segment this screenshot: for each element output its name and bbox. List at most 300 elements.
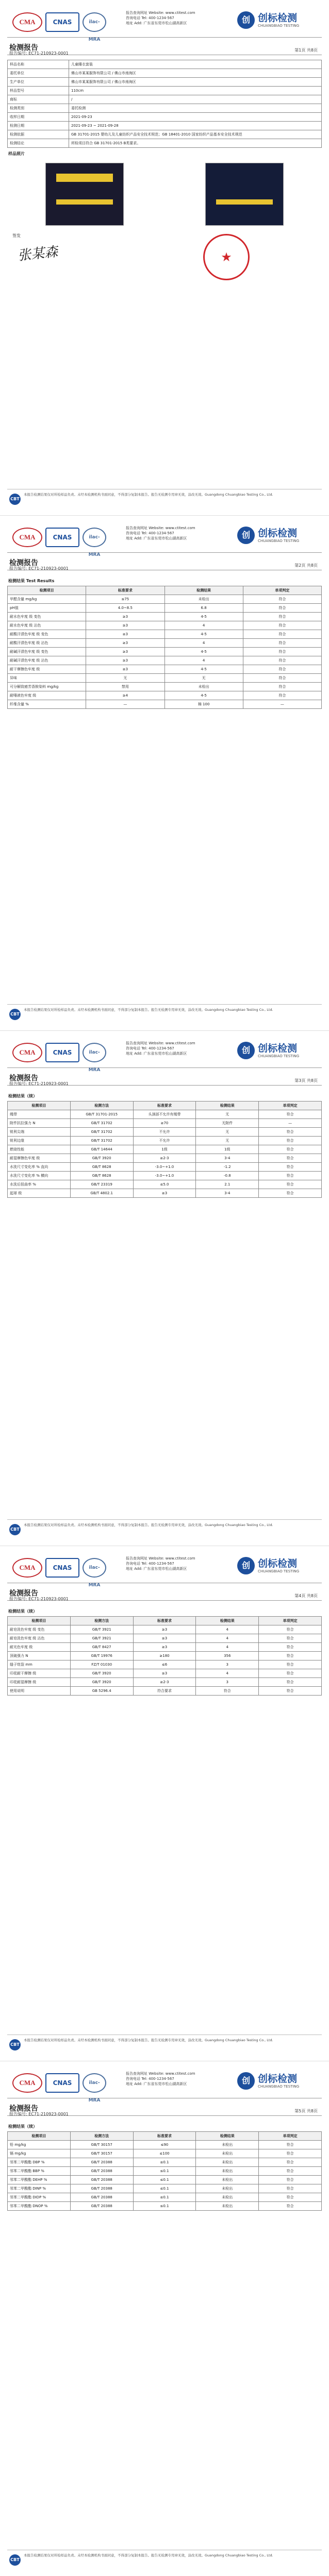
table-cell: 4.0~8.5: [86, 604, 164, 613]
table-cell: 未检出: [196, 2141, 259, 2149]
cnas-logo-icon: CNAS: [45, 1558, 79, 1578]
table-cell: 符合: [243, 621, 321, 630]
table-cell: 符合: [243, 604, 321, 613]
table-cell: ≥3: [133, 1643, 196, 1652]
cma-logo-icon: CMA: [12, 12, 42, 32]
header-contact-info: [126, 526, 229, 541]
results-column-header: 检测项目: [8, 2132, 71, 2141]
info-label: 检测类别: [8, 104, 69, 113]
brand-logo-icon: 创: [237, 1042, 255, 1059]
ilac-logo-icon: ilac-MRA: [83, 12, 106, 32]
report-number-label: 报告编号:: [9, 51, 27, 56]
table-cell: —: [259, 1119, 322, 1128]
table-row: [8, 1643, 322, 1652]
report-number: [9, 2111, 69, 2117]
table-row: [8, 613, 322, 621]
ilac-logo-icon: ilac-MRA: [83, 2073, 106, 2093]
ilac-logo-icon: ilac-MRA: [83, 1043, 106, 1062]
table-cell: 耐干摩擦色牢度 级: [8, 665, 86, 674]
report-page: [0, 1030, 329, 1546]
table-cell: GB/T 8628: [70, 1172, 133, 1180]
table-cell: 未检出: [196, 2167, 259, 2176]
table-cell: 6.8: [164, 604, 243, 613]
report-footer: [7, 1004, 322, 1025]
header-contact-line: 地址 Add: 广东省东莞市松山湖高新区: [126, 21, 187, 25]
table-row: [8, 1128, 322, 1137]
page-divider: [0, 1030, 329, 1031]
header-contact-line: 地址 Add: 广东省东莞市松山湖高新区: [126, 1567, 187, 1571]
table-cell: GB/T 3920: [70, 1678, 133, 1687]
table-row: [8, 1634, 322, 1643]
table-cell: 头颈部不允许有绳带: [133, 1110, 196, 1119]
results-section-title: 检测结果 Test Results: [8, 579, 55, 583]
table-cell: GB/T 8427: [70, 1643, 133, 1652]
table-cell: 4: [196, 1669, 259, 1678]
table-cell: 符合: [259, 2141, 322, 2149]
report-page: [0, 2061, 329, 2576]
table-row: [8, 683, 322, 691]
results-column-header: 单项判定: [243, 586, 321, 595]
table-cell: 符合: [243, 613, 321, 621]
table-row: [8, 87, 322, 95]
results-table: [7, 1101, 322, 1198]
report-page: [0, 0, 329, 515]
cnas-logo-icon: CNAS: [45, 12, 79, 32]
table-cell: 4-5: [164, 648, 243, 656]
table-cell: 无: [164, 674, 243, 683]
info-label: 收样日期: [8, 113, 69, 122]
results-section-title: 检测结果（续）: [8, 2124, 37, 2129]
table-row: [8, 2193, 322, 2202]
results-header-row: [8, 1617, 322, 1625]
table-cell: 符合: [243, 665, 321, 674]
table-cell: GB/T 31702: [70, 1128, 133, 1137]
report-header: [7, 1036, 322, 1073]
table-cell: 未检出: [164, 683, 243, 691]
header-contact-line: 报告查询网址 Website: www.ctitest.com: [126, 2072, 195, 2076]
table-cell: 符合: [259, 1172, 322, 1180]
table-cell: 使用说明: [8, 1687, 71, 1696]
info-label: 委托单位: [8, 69, 69, 78]
sample-photo-top: [45, 163, 124, 226]
table-cell: 4-5: [164, 691, 243, 700]
info-value: 委托检测: [69, 104, 322, 113]
report-number-label: 报告编号:: [9, 1597, 27, 1601]
header-contact-line: 咨询电话 Tel: 400-1234-567: [126, 531, 174, 535]
table-row: [8, 113, 322, 122]
table-cell: ≤0.1: [133, 2202, 196, 2211]
header-contact-line: 地址 Add: 广东省东莞市松山湖高新区: [126, 1052, 187, 1056]
table-cell: 符合: [259, 1154, 322, 1163]
table-cell: GB/T 30157: [70, 2149, 133, 2158]
table-cell: 耐碱汗渍色牢度 级 变色: [8, 648, 86, 656]
table-cell: 甲醛含量 mg/kg: [8, 595, 86, 604]
table-cell: 符合: [259, 1625, 322, 1634]
table-cell: ≤90: [133, 2141, 196, 2149]
results-column-header: 检测结果: [164, 586, 243, 595]
table-cell: 符合: [259, 2158, 322, 2167]
table-row: [8, 2184, 322, 2193]
table-cell: ≥3: [86, 665, 164, 674]
table-row: [8, 139, 322, 148]
table-cell: GB/T 31701-2015: [70, 1110, 133, 1119]
table-cell: 符合: [259, 1652, 322, 1660]
results-header-row: [8, 586, 322, 595]
report-number: [9, 50, 69, 56]
results-column-header: 检测项目: [8, 586, 86, 595]
report-number-value: EC71-210923-0001: [28, 1081, 69, 1086]
table-cell: ≤0.1: [133, 2193, 196, 2202]
cma-logo-icon: CMA: [12, 1558, 42, 1578]
header-contact-line: 咨询电话 Tel: 400-1234-567: [126, 1562, 174, 1566]
header-contact-info: [126, 1041, 229, 1056]
table-cell: 符合: [259, 2193, 322, 2202]
table-cell: 耐皂洗色牢度 级 沾色: [8, 1634, 71, 1643]
table-cell: 符合: [243, 595, 321, 604]
table-cell: ≥3: [86, 621, 164, 630]
info-value: 儿童睡衣套装: [69, 60, 322, 69]
table-cell: 符合: [259, 1660, 322, 1669]
table-cell: GB/T 3920: [70, 1669, 133, 1678]
table-cell: 4: [196, 1634, 259, 1643]
report-title: 检测报告: [9, 1074, 38, 1082]
table-cell: 符合: [259, 1110, 322, 1119]
table-cell: 异味: [8, 674, 86, 683]
report-title: 检测报告: [9, 1589, 38, 1598]
table-row: [8, 691, 322, 700]
footer-disclaimer: 本报告检测结果仅对所检样品负责。未经本检测机构书面同意，不得部分复制本报告。报告无检测专用章无效，涂改无效。Guangdong Chuangbiao Testing Co., Ltd.: [24, 2038, 273, 2042]
table-cell: 水洗后扭曲率 %: [8, 1180, 71, 1189]
header-contact-line: 咨询电话 Tel: 400-1234-567: [126, 1046, 174, 1050]
table-cell: 符合: [259, 2202, 322, 2211]
table-cell: 356: [196, 1652, 259, 1660]
cma-logo-icon: CMA: [12, 1043, 42, 1062]
table-cell: 符合: [243, 691, 321, 700]
table-row: [8, 665, 322, 674]
table-cell: ≥3: [86, 648, 164, 656]
seal-star-icon: ★: [221, 250, 232, 264]
table-row: [8, 1189, 322, 1198]
report-title: 检测报告: [9, 559, 38, 567]
results-column-header: 检测方法: [70, 2132, 133, 2141]
results-table: [7, 1616, 322, 1696]
table-cell: 4: [196, 1643, 259, 1652]
results-section-title: 检测结果（续）: [8, 1094, 37, 1098]
table-cell: 耐唾液色牢度 级: [8, 691, 86, 700]
table-cell: 邻苯二甲酸酯 DIDP %: [8, 2193, 71, 2202]
report-number: [9, 1081, 69, 1087]
table-cell: ≤5.0: [133, 1180, 196, 1189]
report-number-value: EC71-210923-0001: [28, 566, 69, 571]
ilac-logo-icon: ilac-MRA: [83, 528, 106, 547]
report-number: [9, 1596, 69, 1602]
footer-logo-icon: CBT: [9, 494, 21, 505]
report-title: 检测报告: [9, 44, 38, 52]
table-row: [8, 1137, 322, 1145]
table-cell: 顶破强力 N: [8, 1652, 71, 1660]
table-cell: ≥3: [86, 613, 164, 621]
table-cell: 绳带: [8, 1110, 71, 1119]
header-contact-line: 咨询电话 Tel: 400-1234-567: [126, 2077, 174, 2081]
report-title: 检测报告: [9, 2105, 38, 2113]
brand-logo-icon: 创: [237, 2072, 255, 2090]
table-row: [8, 621, 322, 630]
brand-name: 创标检测: [258, 2073, 298, 2084]
table-cell: 未检出: [164, 595, 243, 604]
table-cell: ≥4: [86, 691, 164, 700]
table-row: [8, 78, 322, 87]
table-cell: 印花耐干摩擦 级: [8, 1669, 71, 1678]
info-label: 样品型号: [8, 87, 69, 95]
report-number: [9, 566, 69, 571]
table-cell: 4: [164, 621, 243, 630]
table-cell: GB/T 20388: [70, 2202, 133, 2211]
table-cell: ≥3: [133, 1669, 196, 1678]
table-cell: GB/T 14644: [70, 1145, 133, 1154]
results-column-header: 检测项目: [8, 1617, 71, 1625]
table-cell: GB/T 19976: [70, 1652, 133, 1660]
table-cell: 1级: [196, 1145, 259, 1154]
table-cell: 无: [196, 1110, 259, 1119]
header-contact-info: [126, 2071, 229, 2087]
table-cell: 符合: [259, 2167, 322, 2176]
signature-label: 签发: [12, 233, 21, 238]
table-cell: ≥3: [133, 1189, 196, 1198]
table-cell: 邻苯二甲酸酯 DBP %: [8, 2158, 71, 2167]
table-cell: 符合: [259, 2176, 322, 2184]
cnas-logo-icon: CNAS: [45, 528, 79, 547]
table-row: [8, 1660, 322, 1669]
table-cell: 符合: [259, 1163, 322, 1172]
table-row: [8, 648, 322, 656]
table-cell: 可分解致癌芳香胺染料 mg/kg: [8, 683, 86, 691]
table-cell: 符合: [243, 639, 321, 648]
table-cell: ≥70: [133, 1119, 196, 1128]
report-footer: [7, 2550, 322, 2571]
page-number: 第4页 共8页: [294, 1594, 318, 1598]
report-header: [7, 5, 322, 42]
table-row: [8, 2202, 322, 2211]
info-label: 生产单位: [8, 78, 69, 87]
table-cell: 符合: [259, 2184, 322, 2193]
report-title-bar: [7, 41, 322, 55]
info-label: 样品名称: [8, 60, 69, 69]
brand-name: 创标检测: [258, 1043, 298, 1054]
brand-logo-icon: 创: [237, 1557, 255, 1574]
table-cell: 水洗尺寸变化率 % 直向: [8, 1163, 71, 1172]
table-cell: 邻苯二甲酸酯 DNOP %: [8, 2202, 71, 2211]
footer-disclaimer: 本报告检测结果仅对所检样品负责。未经本检测机构书面同意，不得部分复制本报告。报告无检测专用章无效，涂改无效。Guangdong Chuangbiao Testing Co., Ltd.: [24, 1008, 273, 1012]
table-cell: 符合: [243, 656, 321, 665]
table-cell: ≤100: [133, 2149, 196, 2158]
header-contact-info: [126, 10, 229, 26]
page-number: 第1页 共8页: [294, 48, 318, 53]
info-label: 商标: [8, 95, 69, 104]
table-cell: 3: [196, 1660, 259, 1669]
sample-photo-pants: [205, 163, 284, 226]
table-cell: 符合: [243, 648, 321, 656]
table-row: [8, 1678, 322, 1687]
table-cell: 符合: [196, 1687, 259, 1696]
table-cell: ≤0.1: [133, 2184, 196, 2193]
table-cell: ≥3: [86, 656, 164, 665]
brand-subtitle: CHUANGBIAO TESTING: [258, 2084, 300, 2089]
table-row: [8, 700, 322, 709]
table-cell: 起球 级: [8, 1189, 71, 1198]
results-column-header: 检测方法: [70, 1617, 133, 1625]
stripe-decoration: [56, 174, 113, 182]
table-cell: 符合: [259, 2149, 322, 2158]
table-row: [8, 1145, 322, 1154]
report-page: [0, 515, 329, 1030]
report-body: [7, 60, 322, 484]
info-value: /: [69, 95, 322, 104]
table-cell: 3-4: [196, 1189, 259, 1198]
table-cell: 纤维含量 %: [8, 700, 86, 709]
table-cell: 未检出: [196, 2184, 259, 2193]
table-cell: 符合: [243, 630, 321, 639]
table-cell: 4-5: [164, 613, 243, 621]
cma-logo-icon: CMA: [12, 528, 42, 547]
header-contact-line: 报告查询网址 Website: www.ctitest.com: [126, 526, 195, 530]
table-cell: ≥3: [86, 630, 164, 639]
table-cell: ≤0.1: [133, 2167, 196, 2176]
table-row: [8, 1180, 322, 1189]
table-row: [8, 2141, 322, 2149]
table-cell: -3.0~+1.0: [133, 1163, 196, 1172]
table-row: [8, 1652, 322, 1660]
table-cell: 2.1: [196, 1180, 259, 1189]
report-number-value: EC71-210923-0001: [28, 1597, 69, 1601]
table-cell: 3-4: [196, 1154, 259, 1163]
table-cell: 4-5: [164, 630, 243, 639]
ilac-logo-icon: ilac-MRA: [83, 1558, 106, 1578]
info-value: 2021-09-23 ~ 2021-09-28: [69, 122, 322, 130]
table-cell: ≥2-3: [133, 1678, 196, 1687]
footer-logo-icon: CBT: [9, 2554, 21, 2566]
report-title-bar: [7, 556, 322, 570]
footer-disclaimer: 本报告检测结果仅对所检样品负责。未经本检测机构书面同意，不得部分复制本报告。报告无检测专用章无效，涂改无效。Guangdong Chuangbiao Testing Co., Ltd.: [24, 493, 273, 497]
report-body: [7, 1605, 322, 2030]
page-divider: [0, 515, 329, 516]
table-cell: GB/T 31702: [70, 1137, 133, 1145]
table-row: [8, 1669, 322, 1678]
table-cell: 耐湿摩擦色牢度 级: [8, 1154, 71, 1163]
table-cell: ≤0.1: [133, 2158, 196, 2167]
table-row: [8, 1119, 322, 1128]
header-contact-line: 地址 Add: 广东省东莞市松山湖高新区: [126, 2082, 187, 2086]
results-section-title: 检测结果（续）: [8, 1609, 37, 1614]
table-cell: GB 5296.4: [70, 1687, 133, 1696]
table-cell: 符合: [259, 1678, 322, 1687]
info-label: 检测日期: [8, 122, 69, 130]
report-footer: [7, 1519, 322, 1540]
table-cell: 符合: [243, 674, 321, 683]
report-number-value: EC71-210923-0001: [28, 51, 69, 56]
table-cell: 水洗尺寸变化率 % 横向: [8, 1172, 71, 1180]
report-footer: [7, 489, 322, 510]
table-cell: 镉 mg/kg: [8, 2149, 71, 2158]
results-column-header: 检测方法: [70, 1101, 133, 1110]
results-column-header: 检测结果: [196, 1101, 259, 1110]
info-label: 检测依据: [8, 130, 69, 139]
table-cell: GB/T 30157: [70, 2141, 133, 2149]
table-cell: 锐利边缘: [8, 1137, 71, 1145]
info-label: 检测结论: [8, 139, 69, 148]
table-cell: 缝子纰裂 mm: [8, 1660, 71, 1669]
footer-logo-icon: CBT: [9, 1009, 21, 1020]
table-cell: 不允许: [133, 1128, 196, 1137]
table-cell: 符合: [259, 1137, 322, 1145]
table-cell: 4: [164, 639, 243, 648]
cnas-logo-icon: CNAS: [45, 1043, 79, 1062]
table-row: [8, 130, 322, 139]
table-cell: 符合: [259, 1634, 322, 1643]
table-cell: 邻苯二甲酸酯 DEHP %: [8, 2176, 71, 2184]
table-row: [8, 122, 322, 130]
table-row: [8, 1625, 322, 1634]
table-cell: ≤75: [86, 595, 164, 604]
header-contact-line: 报告查询网址 Website: www.ctitest.com: [126, 1556, 195, 1561]
info-value: 110cm: [69, 87, 322, 95]
brand-name: 创标检测: [258, 12, 298, 24]
footer-disclaimer: 本报告检测结果仅对所检样品负责。未经本检测机构书面同意，不得部分复制本报告。报告无检测专用章无效，涂改无效。Guangdong Chuangbiao Testing Co., Ltd.: [24, 1523, 273, 1527]
table-cell: ≥3: [133, 1625, 196, 1634]
table-cell: -3.0~+1.0: [133, 1172, 196, 1180]
table-row: [8, 2167, 322, 2176]
table-cell: 禁用: [86, 683, 164, 691]
table-cell: 无: [86, 674, 164, 683]
table-cell: ≥2-3: [133, 1154, 196, 1163]
table-cell: GB/T 3921: [70, 1634, 133, 1643]
table-cell: GB/T 4802.1: [70, 1189, 133, 1198]
header-contact-line: 报告查询网址 Website: www.ctitest.com: [126, 1041, 195, 1045]
info-value: 佛山市某某服饰有限公司 / 佛山市南海区: [69, 78, 322, 87]
results-column-header: 标准要求: [133, 1617, 196, 1625]
brand-subtitle: CHUANGBIAO TESTING: [258, 1569, 300, 1573]
handwritten-signature: 张某森: [17, 244, 59, 264]
results-column-header: 检测结果: [196, 1617, 259, 1625]
table-cell: 未检出: [196, 2176, 259, 2184]
brand-name: 创标检测: [258, 1558, 298, 1569]
brand-subtitle: CHUANGBIAO TESTING: [258, 1054, 300, 1058]
table-cell: GB/T 3921: [70, 1625, 133, 1634]
table-cell: 未检出: [196, 2193, 259, 2202]
table-cell: 4-5: [164, 665, 243, 674]
header-contact-line: 地址 Add: 广东省东莞市松山湖高新区: [126, 536, 187, 540]
page-number: 第3页 共8页: [294, 1078, 318, 1083]
table-cell: 符合: [259, 1687, 322, 1696]
header-contact-line: 报告查询网址 Website: www.ctitest.com: [126, 11, 195, 15]
table-row: [8, 104, 322, 113]
sample-photos: [7, 159, 322, 230]
table-cell: 棉 100: [164, 700, 243, 709]
table-row: [8, 1687, 322, 1696]
page-number: 第5页 共8页: [294, 2109, 318, 2113]
report-header: [7, 2066, 322, 2103]
stripe-decoration: [56, 199, 113, 205]
table-row: [8, 595, 322, 604]
table-cell: 耐水色牢度 级 沾色: [8, 621, 86, 630]
signature-block: [7, 230, 322, 286]
table-row: [8, 1172, 322, 1180]
table-cell: ≤6: [133, 1660, 196, 1669]
report-body: [7, 575, 322, 999]
brand-subtitle: CHUANGBIAO TESTING: [258, 24, 300, 28]
table-cell: ≥3: [86, 639, 164, 648]
table-cell: -0.8: [196, 1172, 259, 1180]
table-row: [8, 630, 322, 639]
